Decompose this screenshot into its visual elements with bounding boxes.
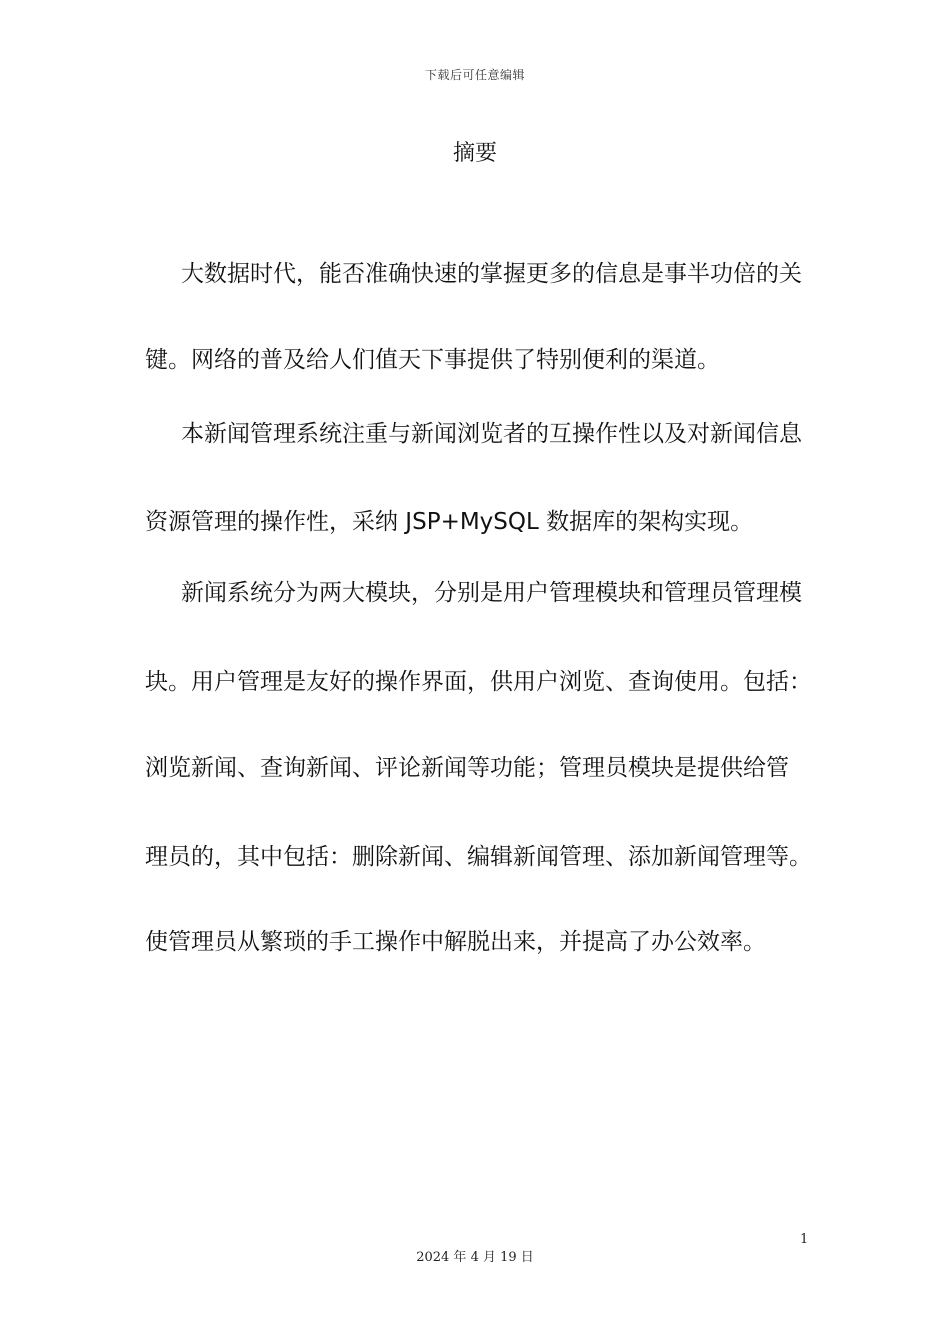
footer-date: 2024 年 4 月 19 日: [416, 1250, 534, 1265]
page-header-note: 下载后可任意编辑: [424, 68, 525, 82]
paragraph-3-line-5: 使管理员从繁琐的手工操作中解脱出来，并提高了办公效率。: [145, 929, 766, 955]
page-title: 摘要: [452, 141, 497, 166]
paragraph-1-line-2: 键。网络的普及给人们值天下事提供了特别便利的渠道。: [145, 347, 720, 373]
paragraph-3-line-3: 浏览新闻、查询新闻、评论新闻等功能；管理员模块是提供给管: [145, 755, 789, 781]
paragraph-1-line-1: 大数据时代，能否准确快速的掌握更多的信息是事半功倍的关: [181, 261, 802, 287]
page-number: 1: [800, 1232, 809, 1247]
paragraph-3-line-4: 理员的，其中包括：删除新闻、编辑新闻管理、添加新闻管理等。: [145, 844, 812, 870]
paragraph-2-line-2: 资源管理的操作性，采纳 JSP+MySQL 数据库的架构实现。: [145, 509, 754, 535]
paragraph-2-line-1: 本新闻管理系统注重与新闻浏览者的互操作性以及对新闻信息: [181, 421, 802, 447]
paragraph-3-line-1: 新闻系统分为两大模块，分别是用户管理模块和管理员管理模: [181, 580, 802, 606]
paragraph-3-line-2: 块。用户管理是友好的操作界面，供用户浏览、查询使用。包括：: [145, 669, 812, 695]
